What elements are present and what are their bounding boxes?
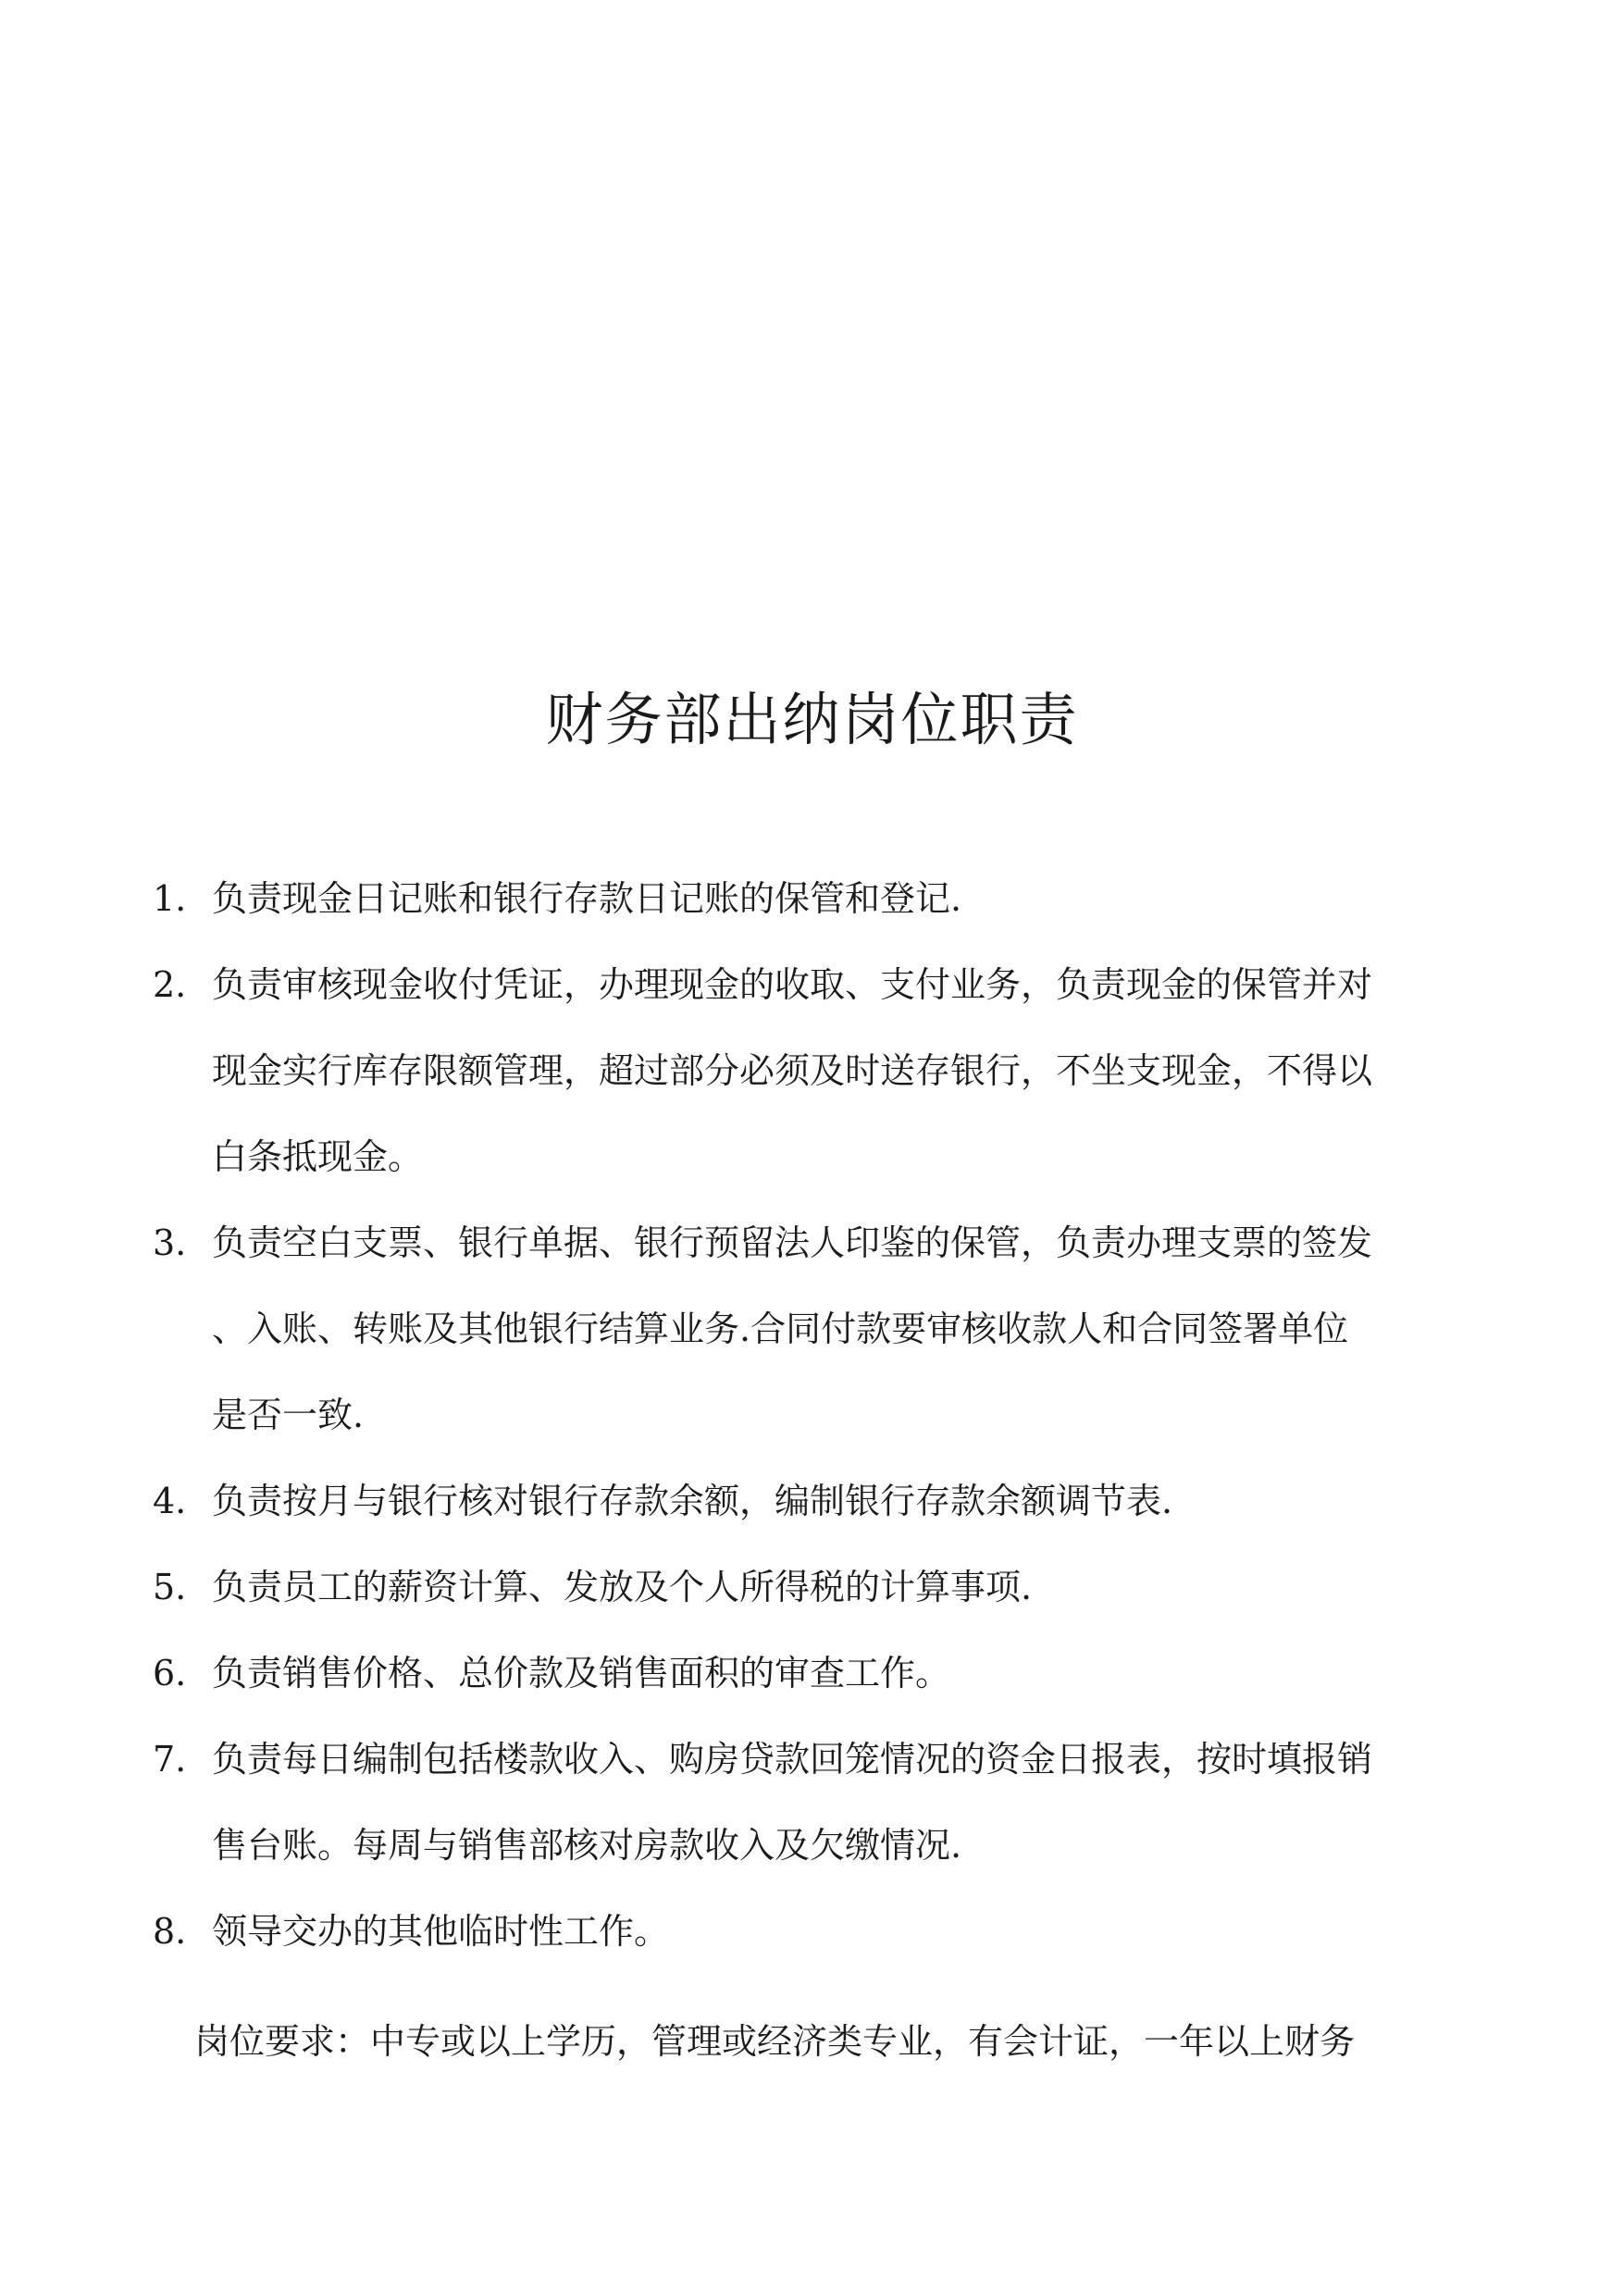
item-2-continuation-2: 白条抵现金。 [212,1136,424,1177]
item-number: 1. [153,878,187,919]
item-number: 7. [153,1739,187,1780]
item-3-continuation-1: 、入账、转账及其他银行结算业务.合同付款要审核收款人和合同签署单位 [212,1309,1349,1349]
list-item-7 [153,1717,1494,1803]
list-item-6 [153,1631,1494,1717]
list-item-4 [153,1458,1494,1544]
item-text: 负责销售价格、总价款及销售面积的审查工作。 [212,1653,951,1693]
item-number: 5. [153,1567,187,1607]
item-number: 3. [153,1222,187,1263]
list-item-1 [153,856,1494,942]
item-text: 负责现金日记账和银行存款日记账的保管和登记. [212,878,962,919]
item-text: 负责员工的薪资计算、发放及个人所得税的计算事项. [212,1567,1033,1607]
item-number: 2. [153,964,187,1005]
item-text: 负责空白支票、银行单据、银行预留法人印鉴的保管，负责办理支票的签发 [212,1222,1373,1263]
list-item-8 [153,1889,1494,1975]
item-text: 领导交办的其他临时性工作。 [212,1911,670,1952]
item-text: 负责按月与银行核对银行存款余额，编制银行存款余额调节表. [212,1481,1173,1521]
item-number: 8. [153,1911,187,1952]
document-title: 财务部出纳岗位职责 [545,686,1079,753]
list-item-2 [153,942,1494,1028]
list-item-5 [153,1544,1494,1631]
list-item-3 [153,1200,1494,1286]
item-number: 4. [153,1481,187,1521]
item-7-continuation-1: 售台账。每周与销售部核对房款收入及欠缴情况. [212,1825,962,1866]
item-text: 负责审核现金收付凭证，办理现金的收取、支付业务，负责现金的保管并对 [212,964,1373,1005]
item-3-continuation-2: 是否一致. [212,1395,365,1435]
item-number: 6. [153,1653,187,1693]
item-2-continuation-1: 现金实行库存限额管理，超过部分必须及时送存银行，不坐支现金，不得以 [212,1050,1373,1091]
item-text: 负责每日编制包括楼款收入、购房贷款回笼情况的资金日报表，按时填报销 [212,1739,1373,1780]
job-requirement-paragraph: 岗位要求：中专或以上学历，管理或经济类专业，有会计证，一年以上财务 [194,2021,1356,2062]
